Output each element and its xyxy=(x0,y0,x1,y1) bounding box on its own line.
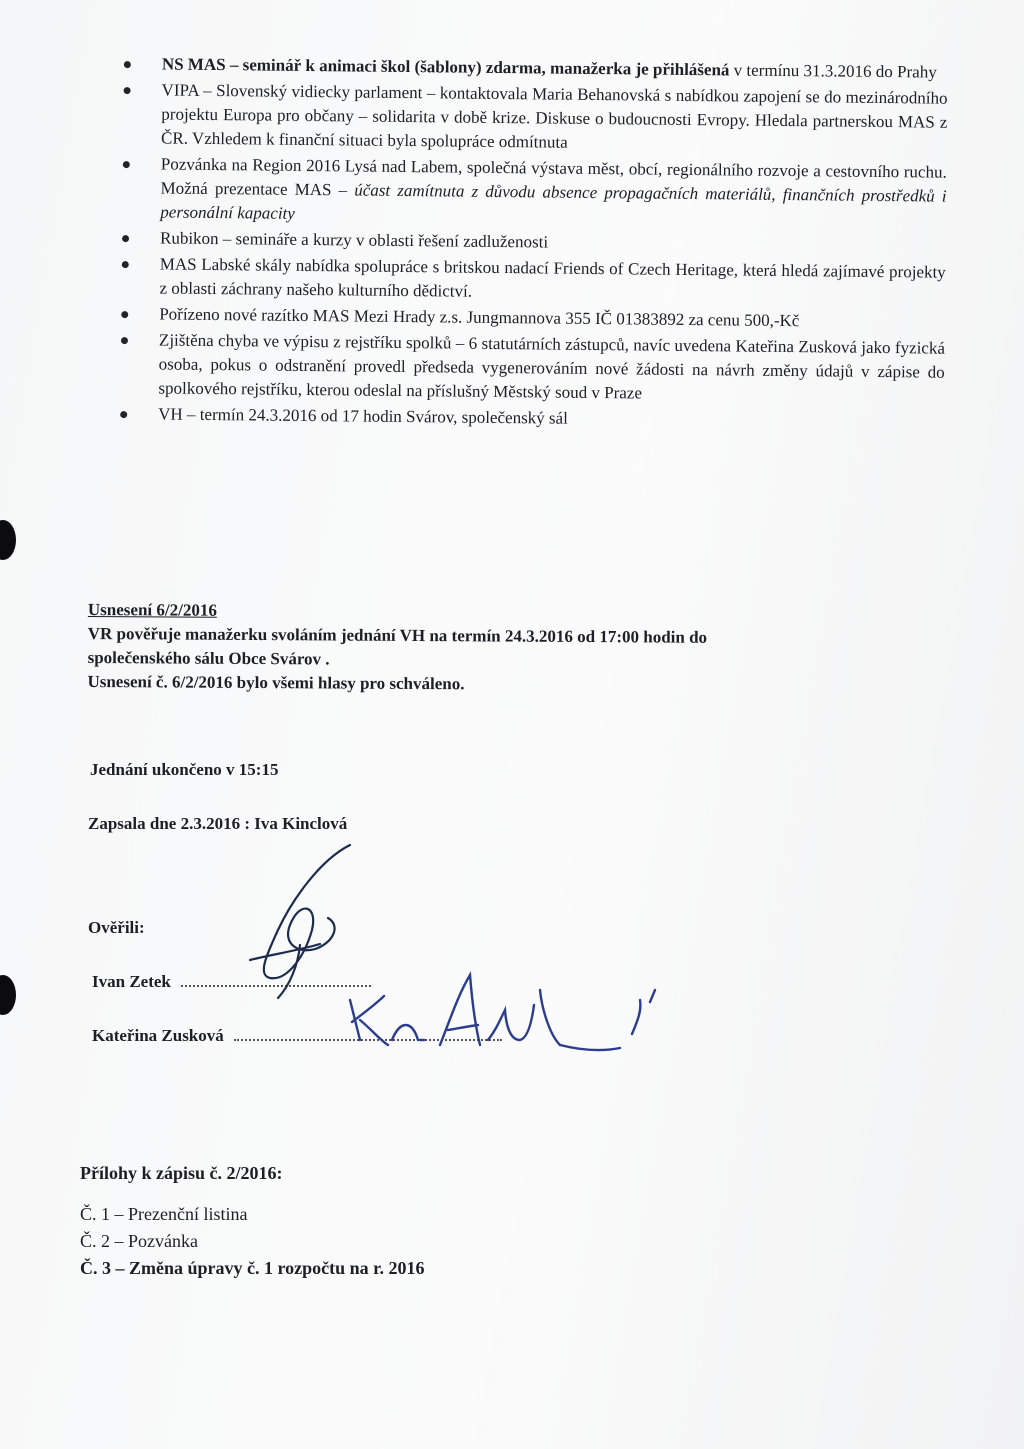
resolution-block xyxy=(87,598,958,699)
list-item xyxy=(116,152,947,233)
list-item xyxy=(115,252,945,309)
item-text: VH – termín 24.3.2016 od 17 hodin Svárov, společenský sál xyxy=(158,404,568,428)
verifier-name: Ivan Zetek xyxy=(92,972,171,991)
item-text: Zjištěna chyba ve výpisu z rejstříku spolků – 6 statutárních zástupců, navíc uvedena Kateřina Zusková jako fyzická osoba, pokus o odstranění provedl předseda vygenerováním nové žádosti na návrh změny údajů v zápise do spolkového rejstříku, kterou odeslal na příslušný Městský soud v Praze xyxy=(158,330,946,403)
verifier-row xyxy=(92,972,371,992)
resolution-result: Usnesení č. 6/2/2016 bylo všemi hlasy pro schváleno. xyxy=(87,671,465,694)
resolution-heading: Usnesení 6/2/2016 xyxy=(87,599,217,620)
item-text: v termínu 31.3.2016 do Prahy xyxy=(729,60,937,82)
signature-line xyxy=(234,1029,502,1041)
list-item xyxy=(114,328,945,409)
attachments-block xyxy=(80,1160,425,1282)
verifier-row xyxy=(92,1026,502,1046)
attachment-item: Č. 2 – Pozvánka xyxy=(80,1231,198,1251)
item-text: Rubikon – semináře a kurzy v oblasti řešení zadluženosti xyxy=(159,228,549,252)
bullet-icon xyxy=(121,311,128,318)
meeting-end: Jednání ukončeno v 15:15 xyxy=(90,760,279,779)
punch-hole xyxy=(0,520,16,560)
bullet-icon xyxy=(123,161,130,168)
bullet-list xyxy=(114,52,948,437)
bullet-icon xyxy=(124,87,131,94)
attachment-item: Č. 1 – Prezenční listina xyxy=(80,1204,248,1224)
bullet-icon xyxy=(122,235,129,242)
bullet-icon xyxy=(122,261,129,268)
signature-line xyxy=(181,975,371,987)
resolution-text: VR pověřuje manažerku svoláním jednání VH na termín 24.3.2016 od 17:00 hodin do xyxy=(87,623,708,647)
bullet-icon xyxy=(124,61,131,68)
item-text: Pořízeno nové razítko MAS Mezi Hrady z.s. Jungmannova 355 IČ 01383892 za cenu 500,-Kč xyxy=(159,304,800,331)
verifier-name: Kateřina Zusková xyxy=(92,1026,224,1045)
bullet-icon xyxy=(121,337,128,344)
item-text: VIPA – Slovenský vidiecky parlament – kontaktovala Maria Behanovská s nabídkou zapojení se do mezinárodního projektu Europa pro občany – solidarita v době krize. Diskuse o budoucnosti Evropy. Hledala partnerskou MAS z ČR. Vzhledem k finanční situaci byla spolupráce odmítnuta xyxy=(161,80,948,152)
item-text: účast zamítnuta z důvodu absence propagačních materiálů, finančních prostředků i personální kapacity xyxy=(160,180,947,223)
bullet-icon xyxy=(120,411,127,418)
recorded-by: Zapsala dne 2.3.2016 : Iva Kinclová xyxy=(88,814,348,833)
resolution-text: společenského sálu Obce Svárov . xyxy=(87,647,330,669)
item-text: NS MAS – xyxy=(161,54,243,75)
punch-hole xyxy=(0,975,16,1015)
attachments-title: Přílohy k zápisu č. 2/2016: xyxy=(80,1163,283,1183)
verified-label: Ověřili: xyxy=(88,918,145,937)
item-text: MAS Labské skály nabídka spolupráce s britskou nadací Friends of Czech Heritage, která hledá zajímavé projekty z oblasti záchrany našeho kulturního dědictví. xyxy=(159,254,946,301)
item-text: Pozvánka na Region 2016 Lysá nad Labem, společná výstava měst, obcí, regionálního rozvoje a cestovního ruchu. Možná prezentace MAS – xyxy=(160,154,947,200)
spacer xyxy=(80,1187,425,1201)
list-item xyxy=(117,78,948,159)
attachment-item: Č. 3 – Změna úpravy č. 1 rozpočtu na r. 2016 xyxy=(80,1258,425,1278)
item-text: seminář k animaci škol (šablony) zdarma, manažerka je přihlášená xyxy=(242,55,730,80)
